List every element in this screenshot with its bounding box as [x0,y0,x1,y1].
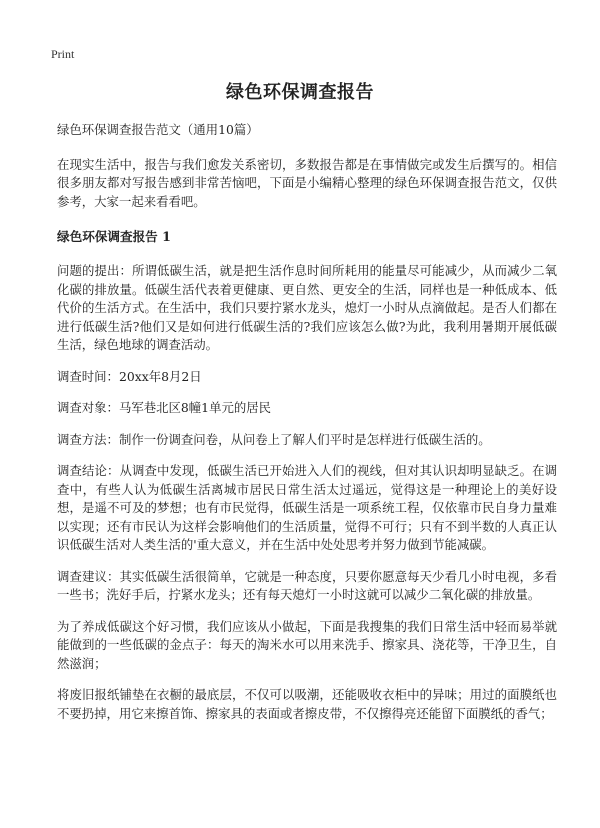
paragraph-survey-suggestion: 调查建议：其实低碳生活很简单，它就是一种态度，只要你愿意每天少看几小时电视，多看一些书；洗好手后，拧紧水龙头；还有每天熄灯一小时这就可以减少二氧化碳的排放量。 [57,568,557,602]
intro-paragraph: 在现实生活中，报告与我们愈发关系密切，多数报告都是在事情做完或发生后撰写的。相信很多朋友都对写报告感到非常苦恼吧，下面是小编精心整理的绿色环保调查报告范文，仅供参考，大家一起来看看吧。 [57,156,557,209]
paragraph-tips-newspaper: 将废旧报纸铺垫在衣橱的最底层，不仅可以吸潮，还能吸收衣柜中的异味；用过的面膜纸也不要扔掉，用它来擦首饰、擦家具的表面或者擦皮带，不仅擦得亮还能留下面膜纸的香气； [57,687,557,721]
paragraph-problem: 问题的提出：所谓低碳生活，就是把生活作息时间所耗用的能量尽可能减少，从而减少二氧化碳的排放量。低碳生活代表着更健康、更自然、更安全的生活，同样也是一种低成本、低代价的生活方式。在生活中，我们只要拧紧水龙头，熄灯一小时从点滴做起。是否人们都在进行低碳生活?他们又是如何进行低碳生活的?我们应该怎么做?为此，我利用暑期开展低碳生活，绿色地球的调查活动。 [57,263,557,352]
paragraph-survey-conclusion: 调查结论：从调查中发现，低碳生活已开始进入人们的视线，但对其认识却明显缺乏。在调查中，有些人认为低碳生活离城市居民日常生活太过遥远，觉得这是一种理论上的美好设想，是遥不可及的梦想；也有市民觉得，低碳生活是一项系统工程，仅依靠市民自身力量难以实现；还有市民认为这样会影响他们的生活质量，觉得不可行；只有不到半数的人真正认识低碳生活对人类生活的'重大意义，并在生活中处处思考并努力做到节能减碳。 [57,463,557,552]
print-link[interactable]: Print [51,47,75,61]
document-subtitle: 绿色环保调查报告范文（通用10篇） [57,122,259,137]
paragraph-survey-subject: 调查对象：马军巷北区8幢1单元的居民 [57,400,272,415]
document-title: 绿色环保调查报告 [226,82,374,103]
paragraph-survey-time: 调查时间：20xx年8月2日 [57,368,202,384]
paragraph-survey-method: 调查方法：制作一份调查问卷，从问卷上了解人们平时是怎样进行低碳生活的。 [57,431,491,447]
section-heading: 绿色环保调查报告 1 [57,229,171,244]
paragraph-tips-intro: 为了养成低碳这个好习惯，我们应该从小做起，下面是我搜集的我们日常生活中轻而易举就能做到的一些低碳的金点子：每天的淘米水可以用来洗手、擦家具、浇花等，干净卫生，自然滋润； [57,618,557,671]
document-body [57,121,557,736]
